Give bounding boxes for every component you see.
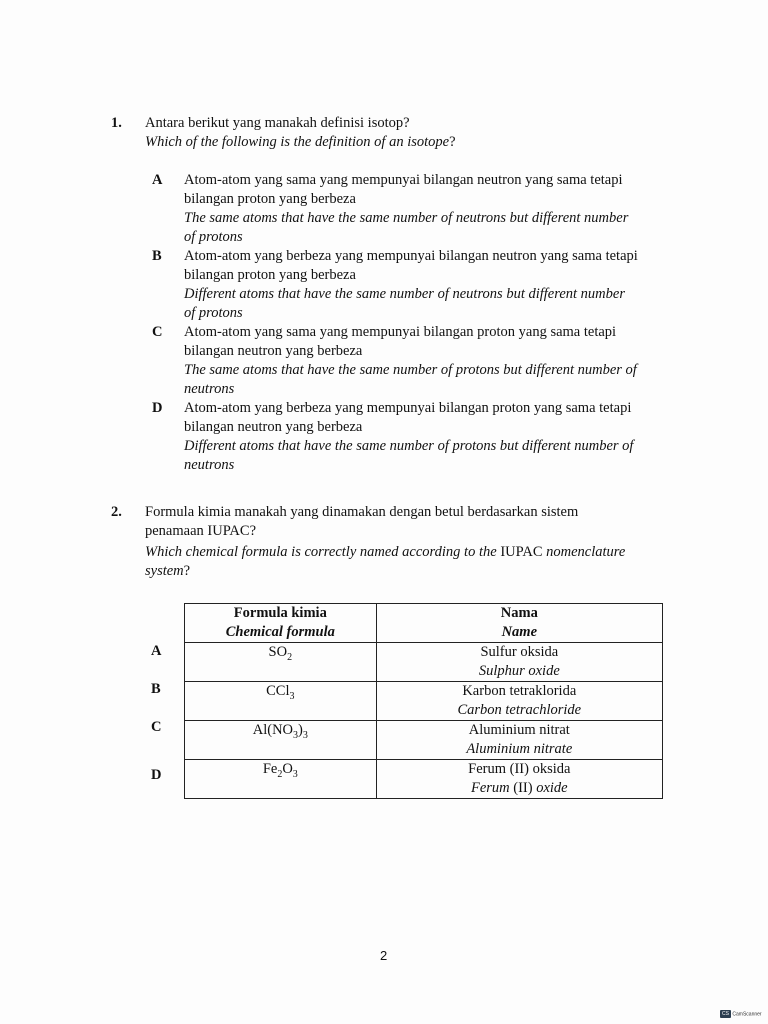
question-2-stem (145, 503, 625, 581)
question-2-text-en-2: system? (145, 563, 191, 579)
name-cell: Sulfur oksida Sulphur oxide (376, 643, 662, 682)
option-text: Atom-atom yang berbeza yang mempunyai bilangan proton yang sama tetapi bilangan neutron yang berbeza Different atoms that have the same number of protons but different number of neutrons (184, 400, 634, 473)
name-cell: Karbon tetraklorida Carbon tetrachloride (376, 682, 662, 721)
question-2-text-en-1: Which chemical formula is correctly named according to the IUPAC nomenclature (145, 544, 626, 560)
chemical-formula-table (184, 603, 663, 799)
question-2-text-ms-2: penamaan IUPAC? (145, 523, 257, 539)
option-text: Atom-atom yang sama yang mempunyai bilangan proton yang sama tetapi bilangan neutron yang berbeza The same atoms that have the same number of protons but different number of neutrons (184, 324, 637, 397)
row-label-d: D (151, 767, 162, 783)
table-row[interactable] (185, 643, 663, 682)
question-1-stem (145, 114, 456, 152)
header-name: Nama Name (376, 604, 662, 643)
option-letter: D (152, 400, 163, 416)
table-row[interactable] (185, 682, 663, 721)
question-2-number: 2. (111, 504, 122, 520)
row-label-a: A (151, 643, 162, 659)
question-1-number: 1. (111, 115, 122, 131)
option-text: Atom-atom yang sama yang mempunyai bilangan neutron yang sama tetapi bilangan proton yang berbeza The same atoms that have the same number of neutrons but different number of protons (184, 172, 629, 245)
formula-cell: $SO_2$ (185, 643, 377, 682)
question-2-text-ms-1: Formula kimia manakah yang dinamakan dengan betul berdasarkan sistem (145, 504, 579, 520)
header-formula: Formula kimia Chemical formula (185, 604, 377, 643)
option-letter: B (152, 248, 162, 264)
name-cell: Aluminium nitrat Aluminium nitrate (376, 721, 662, 760)
camscanner-watermark: CS CamScanner (720, 1010, 762, 1018)
formula-cell: $Fe_2O_3$ (185, 760, 377, 799)
option-letter: A (152, 172, 163, 188)
camscanner-logo-icon: CS (720, 1010, 731, 1018)
table-row[interactable] (185, 760, 663, 799)
row-label-c: C (151, 719, 162, 735)
table-header-row (185, 604, 663, 643)
table-row[interactable] (185, 721, 663, 760)
question-1-text-en: Which of the following is the definition of an isotope? (145, 134, 456, 150)
name-cell: Ferum (II) oksida Ferum (II) oxide (376, 760, 662, 799)
row-label-b: B (151, 681, 161, 697)
option-text: Atom-atom yang berbeza yang mempunyai bilangan neutron yang sama tetapi bilangan proton yang berbeza Different atoms that have the same number of neutrons but different number of protons (184, 248, 638, 321)
formula-cell: $Al(NO_3)_3$ (185, 721, 377, 760)
option-letter: C (152, 324, 163, 340)
formula-cell: CCl$_3$ (185, 682, 377, 721)
page-number: 2 (380, 948, 388, 963)
question-1-text-ms: Antara berikut yang manakah definisi isotop? (145, 115, 410, 131)
